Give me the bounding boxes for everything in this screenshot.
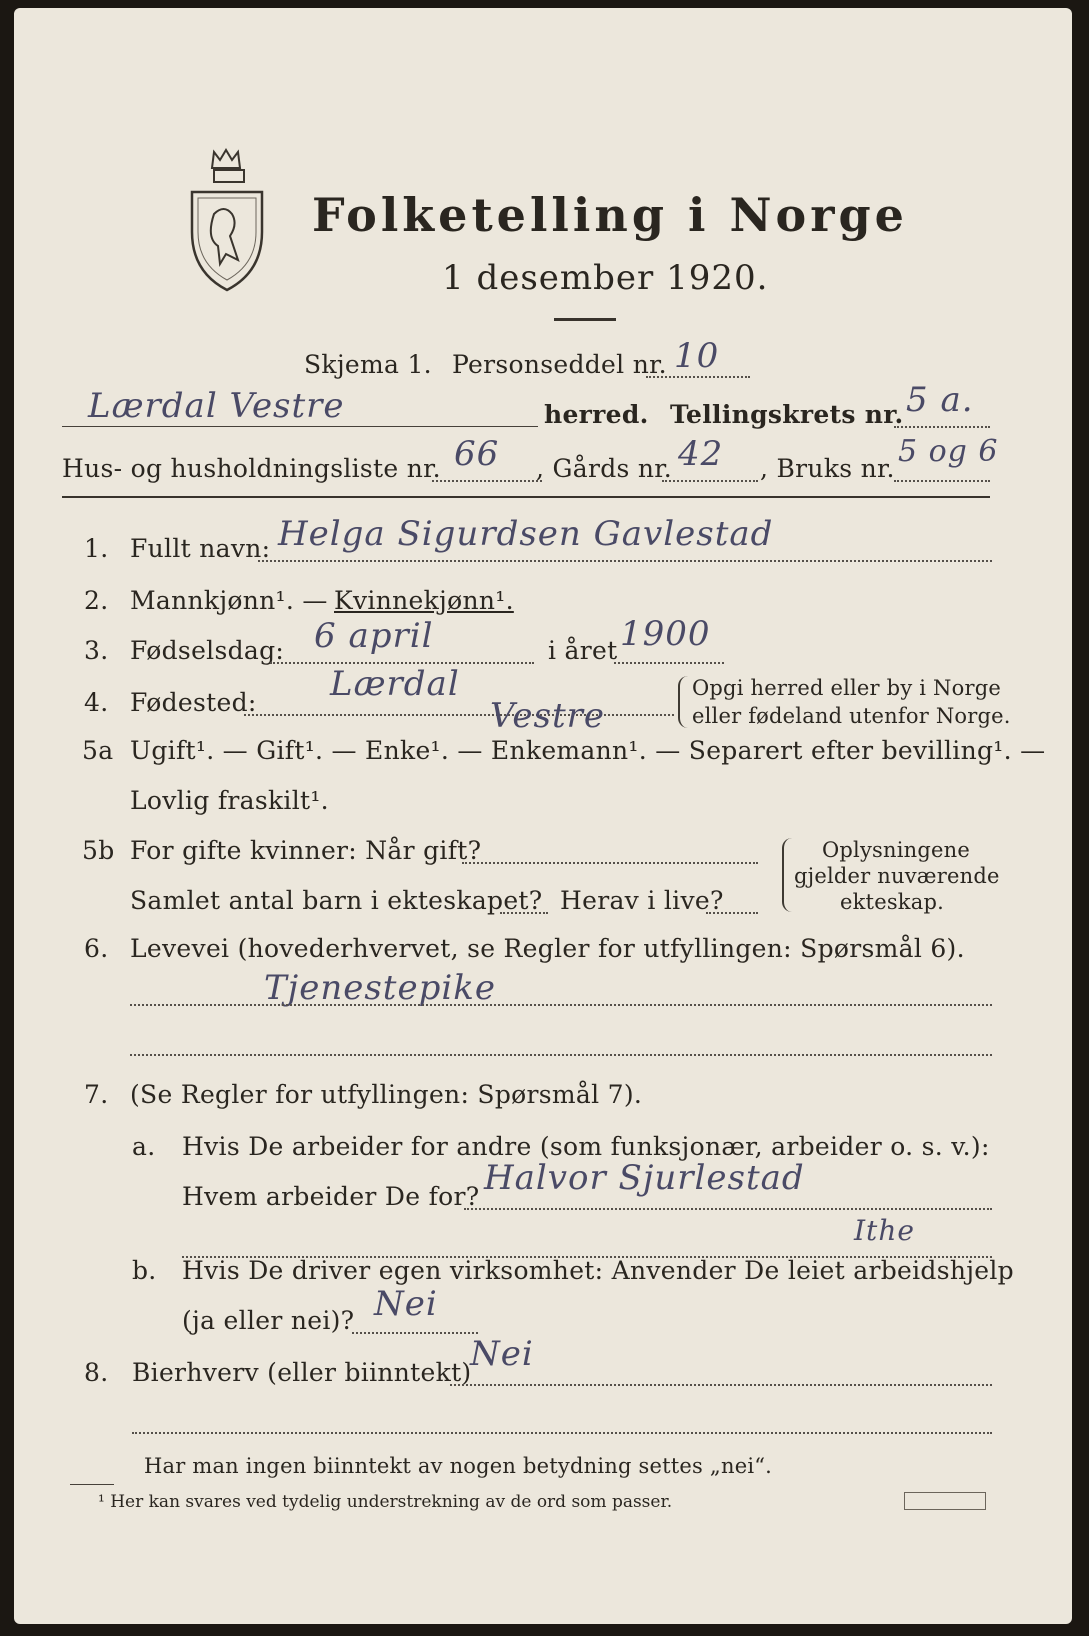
gards-value[interactable]: 42 bbox=[678, 434, 724, 474]
tellingskrets-value[interactable]: 5 a. bbox=[906, 380, 974, 420]
q1-label: Fullt navn: bbox=[130, 534, 271, 563]
personseddel-line bbox=[646, 376, 750, 378]
q8-value[interactable]: Nei bbox=[470, 1334, 534, 1374]
q5b-note-brace bbox=[782, 838, 792, 912]
q3-label: Fødselsdag: bbox=[130, 636, 285, 665]
q5b-children-line bbox=[500, 912, 548, 914]
q3-year-label: i året bbox=[548, 636, 618, 665]
q6-text: Levevei (hovederhvervet, se Regler for utfyllingen: Spørsmål 6). bbox=[130, 934, 965, 963]
q1-line bbox=[258, 560, 992, 562]
q8-line bbox=[450, 1384, 992, 1386]
q4-value-b[interactable]: Vestre bbox=[490, 696, 606, 736]
q4-note-1: Opgi herred eller by i Norge bbox=[692, 676, 1001, 700]
q1-value[interactable]: Helga Sigurdsen Gavlestad bbox=[278, 514, 774, 554]
q4-note-2: eller fødeland utenfor Norge. bbox=[692, 704, 1011, 728]
q5b-note-2: gjelder nuværende bbox=[794, 864, 1000, 888]
q4-label: Fødested: bbox=[130, 688, 257, 717]
q7b-text: Hvis De driver egen virksomhet: Anvender De leiet arbeidshjelp bbox=[182, 1256, 1014, 1285]
q5b-alive-line bbox=[706, 912, 758, 914]
q8-line-2 bbox=[132, 1432, 992, 1434]
footnote-rule bbox=[70, 1484, 114, 1485]
q7a-employer-label: Hvem arbeider De for? bbox=[182, 1182, 480, 1211]
skjema-label: Skjema 1. bbox=[304, 350, 432, 379]
printer-stamp bbox=[904, 1492, 986, 1510]
footnote: ¹ Her kan svares ved tydelig understrekning av de ord som passer. bbox=[98, 1492, 673, 1512]
hus-value[interactable]: 66 bbox=[454, 434, 500, 474]
q4-line bbox=[244, 714, 674, 716]
q5b-note-3: ekteskap. bbox=[840, 890, 944, 914]
q5a-options-2[interactable]: Lovlig fraskilt¹. bbox=[130, 786, 329, 815]
q7-number: 7. bbox=[84, 1080, 109, 1109]
tellingskrets-label: Tellingskrets nr. bbox=[670, 400, 904, 429]
q5b-children: Samlet antal barn i ekteskapet? bbox=[130, 886, 543, 915]
q6-line-1 bbox=[130, 1004, 992, 1006]
personseddel-label: Personseddel nr. bbox=[452, 350, 667, 379]
header-separator bbox=[62, 496, 990, 498]
q3-year-line bbox=[614, 662, 724, 664]
census-form-sheet bbox=[14, 8, 1072, 1624]
title-divider bbox=[554, 318, 616, 321]
q3-value[interactable]: 6 april bbox=[314, 616, 434, 656]
q4-number: 4. bbox=[84, 688, 109, 717]
hus-line bbox=[432, 480, 542, 482]
herred-label: herred. bbox=[544, 400, 649, 429]
q7b-line bbox=[352, 1332, 478, 1334]
tellingskrets-line bbox=[894, 426, 990, 428]
q5b-when-married: For gifte kvinner: Når gift? bbox=[130, 836, 482, 865]
q7b-value[interactable]: Nei bbox=[374, 1284, 438, 1324]
bruks-line bbox=[894, 480, 990, 482]
hus-label: Hus- og husholdningsliste nr. bbox=[62, 454, 441, 483]
q5b-number: 5b bbox=[82, 836, 115, 865]
q7a-employer-line bbox=[464, 1208, 992, 1210]
q6-number: 6. bbox=[84, 934, 109, 963]
q1-number: 1. bbox=[84, 534, 109, 563]
q7a-text: Hvis De arbeider for andre (som funksjonær, arbeider o. s. v.): bbox=[182, 1132, 990, 1161]
q7a-number: a. bbox=[132, 1132, 156, 1161]
gards-line bbox=[662, 480, 758, 482]
q7b-number: b. bbox=[132, 1256, 157, 1285]
q5b-alive: Herav i live? bbox=[560, 886, 724, 915]
form-date: 1 desember 1920. bbox=[442, 258, 769, 298]
q3-year-value[interactable]: 1900 bbox=[620, 614, 711, 654]
bruks-label: , Bruks nr. bbox=[760, 454, 895, 483]
bierhverv-note: Har man ingen biinntekt av nogen betydning settes „nei“. bbox=[144, 1454, 773, 1478]
form-title: Folketelling i Norge bbox=[312, 188, 908, 242]
q4-note-brace bbox=[678, 676, 688, 728]
q7b-yesno-label: (ja eller nei)? bbox=[182, 1306, 355, 1335]
coat-of-arms-icon bbox=[184, 144, 270, 294]
q5b-when-line bbox=[462, 862, 758, 864]
q5a-number: 5a bbox=[82, 736, 114, 765]
q6-line-2 bbox=[130, 1054, 992, 1056]
bruks-value[interactable]: 5 og 6 bbox=[898, 434, 999, 469]
q8-number: 8. bbox=[84, 1358, 109, 1387]
q3-number: 3. bbox=[84, 636, 109, 665]
herred-line bbox=[62, 426, 538, 427]
q4-value-a[interactable]: Lærdal bbox=[330, 664, 460, 704]
q7-text: (Se Regler for utfyllingen: Spørsmål 7). bbox=[130, 1080, 643, 1109]
q5a-options[interactable]: Ugift¹. — Gift¹. — Enke¹. — Enkemann¹. — Separert efter bevilling¹. — bbox=[130, 736, 1046, 765]
q2-male-option[interactable]: Mannkjønn¹. — bbox=[130, 586, 328, 615]
q7a-employer-value[interactable]: Halvor Sjurlestad bbox=[484, 1158, 805, 1198]
q5b-note-1: Oplysningene bbox=[822, 838, 971, 862]
q2-number: 2. bbox=[84, 586, 109, 615]
q2-female-option[interactable]: Kvinnekjønn¹. bbox=[334, 586, 514, 615]
herred-value[interactable]: Lærdal Vestre bbox=[88, 386, 345, 426]
personseddel-value[interactable]: 10 bbox=[674, 336, 720, 376]
q7a-employer-value-2[interactable]: Ithe bbox=[854, 1214, 915, 1247]
q8-text: Bierhverv (eller biinntekt) bbox=[132, 1358, 472, 1387]
gards-label: , Gårds nr. bbox=[536, 454, 673, 483]
q6-value[interactable]: Tjenestepike bbox=[264, 968, 496, 1008]
